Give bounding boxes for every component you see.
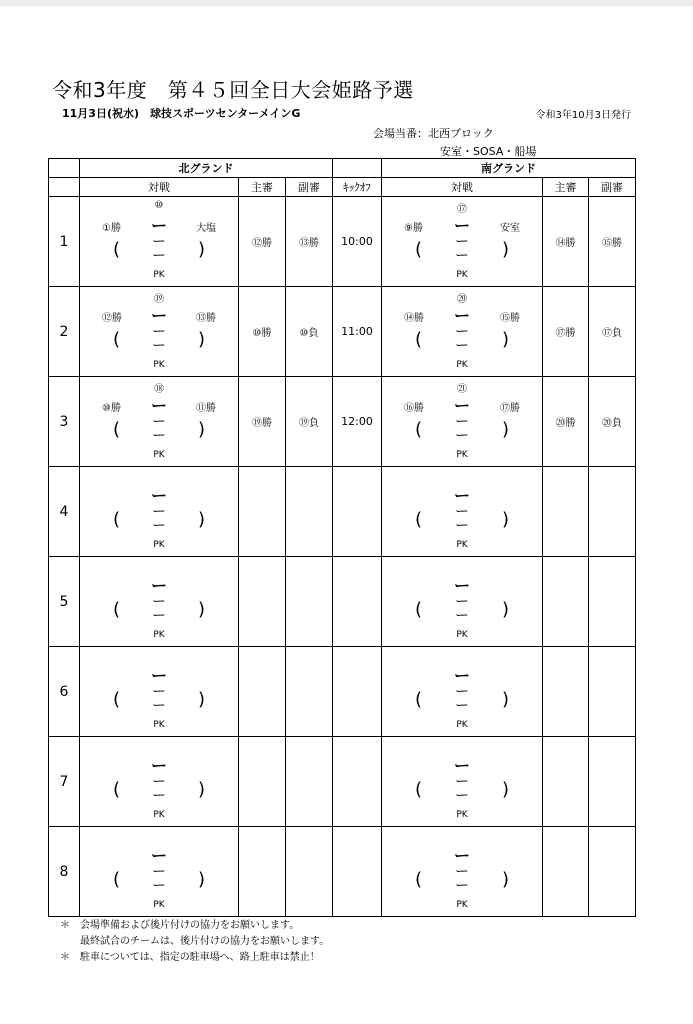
team-left: ⑨勝 [404,223,423,234]
note-text: 会場準備および後片付けの協力をお願いします。 [80,920,300,931]
asterisk-icon: ＊ [60,952,70,963]
score-dash: ー [152,234,166,250]
score-left-paren: ( [113,419,121,440]
pk-dash: ー [152,788,166,804]
south-match-cell [382,287,543,377]
vs-dash: ー [150,216,167,235]
score-left-paren: ( [113,239,121,260]
north-match-cell [80,197,239,287]
vs-dash: ー [150,306,167,325]
pk-dash: ー [152,878,166,894]
score-right-paren: ) [502,869,510,890]
note-line [60,934,329,950]
score-right-paren: ) [502,329,510,350]
pk-label: PK [153,900,165,910]
north-assistant: ⑬勝 [286,197,333,287]
score-right-paren: ) [197,419,205,440]
south-referee [543,827,589,917]
south-assistant [589,647,636,737]
south-ground-header: 南グランド [382,159,636,178]
north-assistant: ⑲負 [286,377,333,467]
header-row-grounds [49,159,636,178]
note-text: 駐車については、指定の駐車場へ、路上駐車は禁止！ [80,952,320,963]
score-dash: ー [455,504,470,520]
pk-dash: ー [455,338,470,354]
south-assistant [589,737,636,827]
row-number: 5 [49,557,80,647]
score-dash: ー [152,504,166,520]
pk-dash: ー [455,248,470,264]
score-left-paren: ( [415,239,423,260]
south-assistant [589,557,636,647]
vs-dash: ー [454,306,471,325]
pk-dash: ー [455,518,470,534]
north-referee: ⑫勝 [239,197,286,287]
kickoff-time [333,467,382,557]
south-match-cell [382,197,543,287]
table-row [49,287,636,377]
match-number: ⑰ [457,204,468,215]
header-blank [49,159,80,178]
south-assistant: ⑮勝 [589,197,636,287]
vs-dash: ー [150,846,167,865]
header-row-columns [49,178,636,197]
south-match-cell [382,737,543,827]
south-assistant [589,467,636,557]
vs-dash: ー [454,756,471,775]
south-referee: ⑭勝 [543,197,589,287]
score-right-paren: ) [197,599,205,620]
south-referee [543,557,589,647]
team-right: 安室 [500,223,521,234]
score-left-paren: ( [113,779,121,800]
score-right-paren: ) [197,779,205,800]
match-number: ⑩ [154,200,164,211]
pk-label: PK [456,900,468,910]
pk-label: PK [153,450,165,460]
north-assistant [286,557,333,647]
north-assistant [286,827,333,917]
south-match-header: 対戦 [382,178,543,197]
north-referee [239,467,286,557]
top-edge-bar [0,0,693,6]
north-match-cell [80,827,239,917]
pk-label: PK [153,630,165,640]
pk-dash: ー [455,878,470,894]
score-dash: ー [152,324,166,340]
vs-dash: ー [454,666,471,685]
south-assistant [589,827,636,917]
vs-dash: ー [150,756,167,775]
kickoff-time [333,557,382,647]
score-left-paren: ( [113,599,121,620]
south-assistant: ⑰負 [589,287,636,377]
team-right: ⑮勝 [500,313,521,324]
kickoff-time: 11:00 [333,287,382,377]
score-left-paren: ( [415,509,423,530]
score-left-paren: ( [415,869,423,890]
score-dash: ー [152,414,166,430]
south-assistant: ⑳負 [589,377,636,467]
south-referee: ⑰勝 [543,287,589,377]
score-dash: ー [152,594,166,610]
row-number: 2 [49,287,80,377]
north-assistant [286,737,333,827]
score-dash: ー [152,774,166,790]
score-dash: ー [455,594,470,610]
south-referee: ⑳勝 [543,377,589,467]
pk-dash: ー [455,608,470,624]
north-referee [239,557,286,647]
north-assistant-header: 副審 [286,178,333,197]
score-right-paren: ) [197,869,205,890]
south-referee [543,737,589,827]
asterisk-icon: ＊ [60,920,70,931]
kickoff-time [333,647,382,737]
vs-dash: ー [150,666,167,685]
score-left-paren: ( [113,869,121,890]
score-right-paren: ) [502,689,510,710]
score-left-paren: ( [113,689,121,710]
score-right-paren: ) [502,419,510,440]
score-right-paren: ) [502,239,510,260]
score-dash: ー [152,684,166,700]
team-left: ⑯勝 [404,403,425,414]
pk-label: PK [153,720,165,730]
north-ground-header: 北グランド [80,159,333,178]
south-match-cell [382,377,543,467]
vs-dash: ー [454,396,471,415]
north-referee: ⑩勝 [239,287,286,377]
north-assistant [286,467,333,557]
table-row [49,467,636,557]
south-match-cell [382,467,543,557]
score-dash: ー [455,234,470,250]
north-referee [239,647,286,737]
kickoff-time [333,737,382,827]
north-referee: ⑲勝 [239,377,286,467]
south-match-cell [382,827,543,917]
south-match-cell [382,647,543,737]
date-venue: 11月3日(祝水) 球技スポーツセンターメインG [62,107,301,120]
team-left: ①勝 [102,223,121,234]
pk-label: PK [456,540,468,550]
score-right-paren: ) [502,509,510,530]
north-assistant [286,647,333,737]
table-row [49,197,636,287]
pk-dash: ー [455,788,470,804]
pk-dash: ー [455,428,470,444]
venue-duty: 会場当番：北西ブロック [373,127,494,140]
north-match-cell [80,467,239,557]
pk-dash: ー [152,428,166,444]
score-left-paren: ( [113,329,121,350]
row-number: 4 [49,467,80,557]
north-match-cell [80,377,239,467]
pk-label: PK [153,540,165,550]
vs-dash: ー [150,486,167,505]
north-match-cell [80,287,239,377]
north-referee [239,827,286,917]
header-blank [333,159,382,178]
row-number: 1 [49,197,80,287]
north-match-cell [80,737,239,827]
score-right-paren: ) [197,329,205,350]
north-referee [239,737,286,827]
north-match-header: 対戦 [80,178,239,197]
team-right: ⑬勝 [196,313,216,324]
table-row [49,557,636,647]
table-row [49,647,636,737]
score-left-paren: ( [415,689,423,710]
row-number: 8 [49,827,80,917]
score-dash: ー [455,684,470,700]
pk-label: PK [456,360,468,370]
score-right-paren: ) [197,509,205,530]
score-dash: ー [455,864,470,880]
match-number: ⑳ [457,294,468,305]
vs-dash: ー [150,396,167,415]
pk-dash: ー [152,338,166,354]
notes [60,918,329,966]
pk-dash: ー [455,698,470,714]
south-match-cell [382,557,543,647]
note-line [60,950,329,966]
vs-dash: ー [150,576,167,595]
team-left: ⑭勝 [404,313,425,324]
score-right-paren: ) [197,689,205,710]
header-blank [49,178,80,197]
pk-dash: ー [152,248,166,264]
table-row [49,827,636,917]
vs-dash: ー [454,846,471,865]
team-left: ⑫勝 [102,313,122,324]
pk-label: PK [456,810,468,820]
team-right: 大塩 [196,223,216,234]
vs-dash: ー [454,216,471,235]
score-dash: ー [152,864,166,880]
pk-label: PK [456,450,468,460]
vs-dash: ー [454,486,471,505]
kickoff-header: ｷｯｸｵﾌ [333,178,382,197]
pk-dash: ー [152,518,166,534]
venue-duty-teams: 安室・SOSA・船場 [440,145,537,158]
south-assistant-header: 副審 [589,178,636,197]
score-right-paren: ) [502,779,510,800]
pk-dash: ー [152,608,166,624]
row-number: 7 [49,737,80,827]
score-left-paren: ( [415,779,423,800]
score-left-paren: ( [415,329,423,350]
team-left: ⑩勝 [102,403,121,414]
match-number: ⑱ [154,384,164,395]
issue-date: 令和3年10月3日発行 [535,110,631,121]
north-referee-header: 主審 [239,178,286,197]
pk-label: PK [153,810,165,820]
score-left-paren: ( [113,509,121,530]
pk-label: PK [153,270,165,280]
match-number: ⑲ [154,294,164,305]
south-referee-header: 主審 [543,178,589,197]
match-number: ㉑ [457,384,468,395]
north-assistant: ⑩負 [286,287,333,377]
table-row [49,377,636,467]
kickoff-time: 10:00 [333,197,382,287]
pk-label: PK [456,270,468,280]
document-title: 令和3年度 第４５回全日大会姫路予選 [52,78,414,102]
kickoff-time: 12:00 [333,377,382,467]
pk-dash: ー [152,698,166,714]
row-number: 3 [49,377,80,467]
score-left-paren: ( [415,419,423,440]
south-referee [543,467,589,557]
team-right: ⑰勝 [500,403,521,414]
score-left-paren: ( [415,599,423,620]
north-match-cell [80,647,239,737]
pk-label: PK [153,360,165,370]
table-row [49,737,636,827]
pk-label: PK [456,630,468,640]
team-right: ⑪勝 [196,403,216,414]
south-referee [543,647,589,737]
row-number: 6 [49,647,80,737]
score-right-paren: ) [197,239,205,260]
vs-dash: ー [454,576,471,595]
score-dash: ー [455,324,470,340]
schedule-table [48,158,636,917]
kickoff-time [333,827,382,917]
note-text: 最終試合のチームは、後片付けの協力をお願いします。 [80,936,330,947]
score-dash: ー [455,774,470,790]
score-right-paren: ) [502,599,510,620]
north-match-cell [80,557,239,647]
pk-label: PK [456,720,468,730]
note-line [60,918,329,934]
score-dash: ー [455,414,470,430]
